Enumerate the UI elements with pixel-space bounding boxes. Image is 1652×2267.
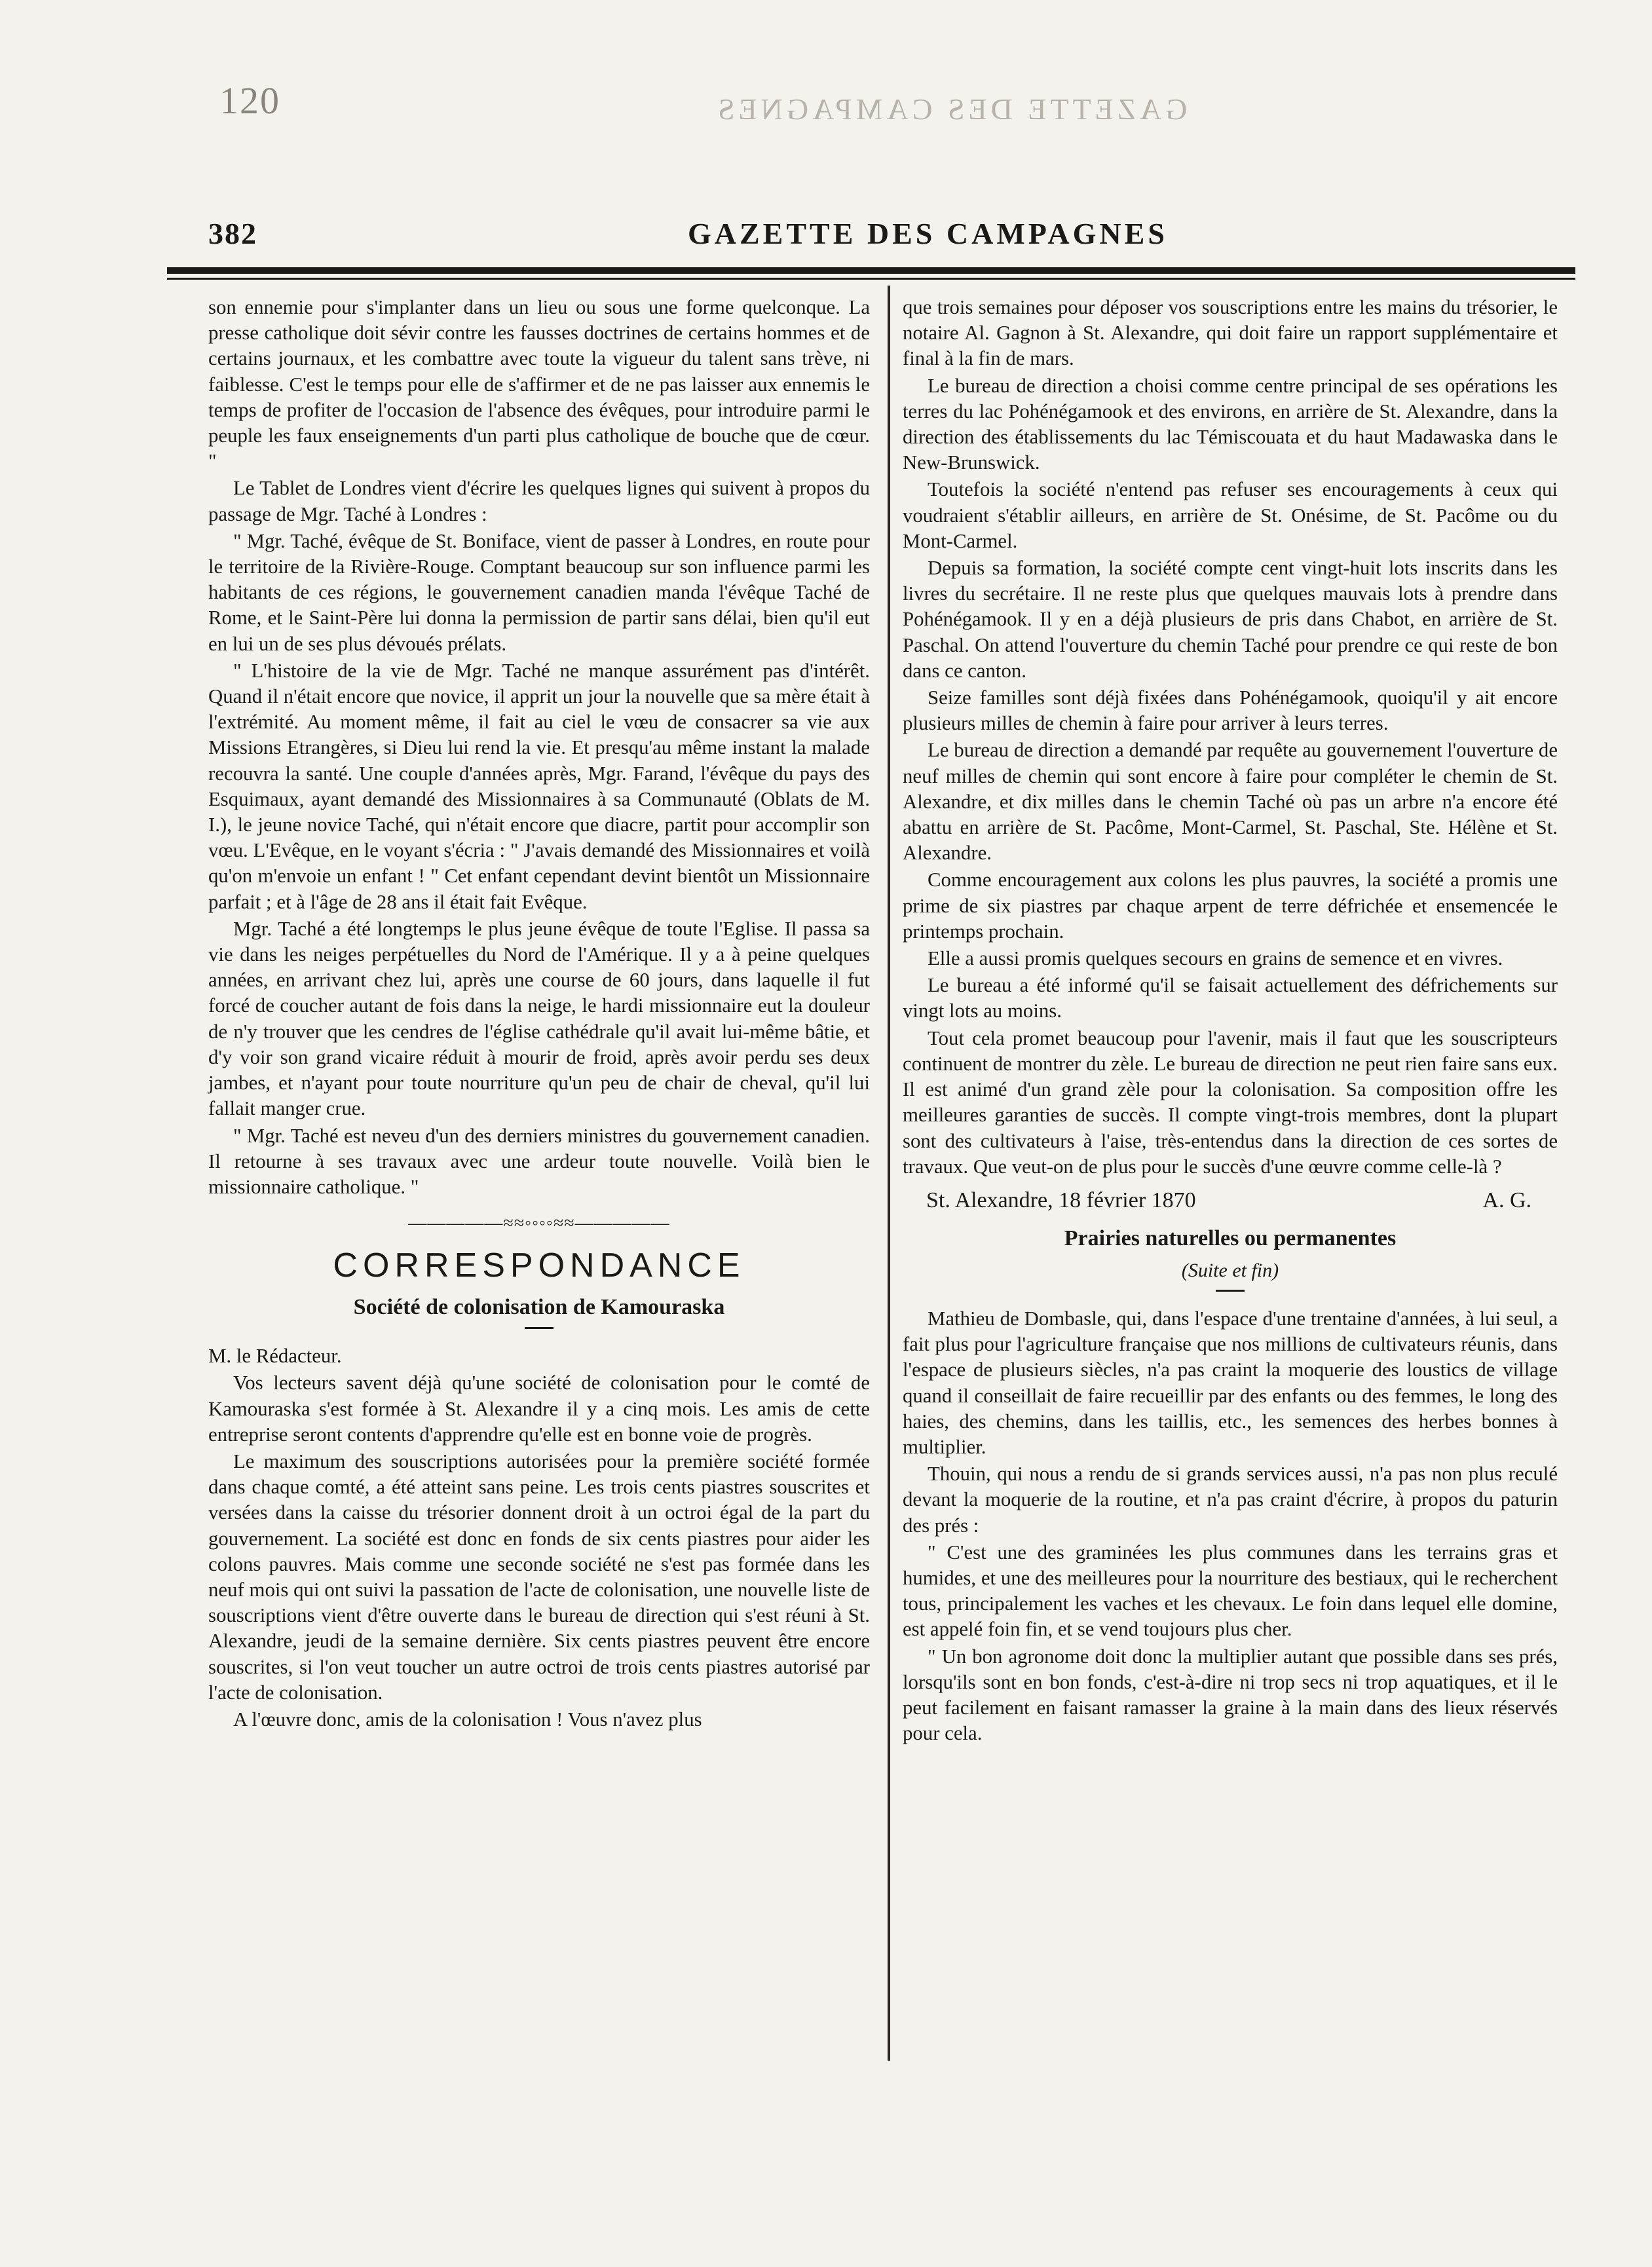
section-subtitle: Société de colonisation de Kamouraska — [353, 1295, 725, 1320]
right-column — [903, 295, 1558, 1748]
page-number: 382 — [208, 217, 257, 250]
right-para-5: Seize familles sont déjà fixées dans Pohénégamook, quoiqu'il y ait encore plusieurs milles de chemin à faire pour arriver à leurs terres. — [903, 686, 1558, 735]
bleed-through-masthead: GAZETTE DES CAMPAGNES — [714, 92, 1188, 126]
article-para-2: Thouin, qui nous a rendu de si grands services aussi, n'a pas non plus reculé devant la moquerie de la routine, et n'a pas craint d'écrire, à propos du paturin des prés : — [903, 1463, 1558, 1537]
article-para-1: Mathieu de Dombasle, qui, dans l'espace d'une trentaine d'années, à lui seul, a fait plus pour l'agriculture française que nos millions de cultivateurs réunis, dans l'espace de plusieurs siècles, n'a pas craint la moquerie des loustics de village quand il conseillait de faire recueillir par des enfants ou des femmes, le long des haies, des chemins, dans les taillis, etc., les semences des herbes bonnes à multiplier. — [903, 1307, 1558, 1458]
right-para-3: Toutefois la société n'entend pas refuser ses encouragements à ceux qui voudraient s'établir ailleurs, en arrière de St. Onésime, de St. Pacôme ou du Mont-Carmel. — [903, 478, 1558, 552]
column-divider — [888, 286, 890, 2061]
left-para-6: " Mgr. Taché est neveu d'un des derniers ministres du gouvernement canadien. Il retourne à ses travaux avec une ardeur toute nouvelle. Voilà bien le missionnaire catholique. " — [208, 1124, 870, 1198]
article-para-3: " C'est une des graminées les plus communes dans les terrains gras et humides, et une des meilleures pour la nourriture des bestiaux, qui le recherchent tous, principalement les vaches et les chevaux. Le foin dans lequel elle domine, est appelé foin fin, et se vend toujours plus cher. — [903, 1541, 1558, 1641]
left-para-2: Le Tablet de Londres vient d'écrire les quelques lignes qui suivent à propos du passage de Mgr. Taché à Londres : — [208, 477, 870, 525]
section-title: CORRESPONDANCE — [333, 1246, 745, 1285]
right-para-8: Elle a aussi promis quelques secours en grains de semence et en vivres. — [928, 947, 1503, 970]
left-para-5: Mgr. Taché a été longtemps le plus jeune évêque de toute l'Eglise. Il passa sa vie dans les neiges perpétuelles du Nord de l'Amérique. Il y a à peine quelques années, en arrivant chez lui, après une course de 60 jours, dans laquelle il fut forcé de coucher autant de fois dans la neige, le hardi missionnaire eut la douleur de n'y trouver que les cendres de l'église cathédrale qu'il avait lui-même bâtie, et d'y voir son grand vicaire réduit à mourir de froid, après avoir perdu ses deux jambes, et n'ayant pour toute nourriture qu'un peu de chair de cheval, qu'il lui fallait manger crue. — [208, 917, 870, 1120]
right-para-1: que trois semaines pour déposer vos souscriptions entre les mains du trésorier, le notaire Al. Gagnon à St. Alexandre, qui doit faire un rapport supplémentaire et final à la fin de mars. — [903, 296, 1558, 370]
left-para-4: " L'histoire de la vie de Mgr. Taché ne manque assurément pas d'intérêt. Quand il n'était encore que novice, il apprit un jour la nouvelle que sa mère était à l'extrémité. Au moment même, il fait au ciel le vœu de consacrer sa vie aux Missions Etrangères, si Dieu lui rend la vie. Et presqu'au même instant la malade recouvra la santé. Une couple d'années après, Mgr. Farand, l'évêque du pays des Esquimaux, ayant demandé des Missionnaires à sa Communauté (Oblats de M. I.), le jeune novice Taché, qui n'était encore que diacre, partit pour accomplir son vœu. L'Evêque, en le voyant s'écria : " J'avais demandé des Missionnaires et voilà qu'on m'envoie un enfant ! " Cet enfant cependant devint bientôt un Missionnaire parfait ; et à l'âge de 28 ans il était fait Evêque. — [208, 659, 870, 913]
subtitle-dash — [525, 1327, 554, 1329]
right-para-9: Le bureau a été informé qu'il se faisait actuellement des défrichements sur vingt lots au moins. — [903, 974, 1558, 1022]
letter-salutation: M. le Rédacteur. — [208, 1345, 342, 1368]
article-subtitle: (Suite et fin) — [1181, 1259, 1279, 1281]
signature-initials: A. G. — [1482, 1188, 1531, 1212]
letter-para-2: Le maximum des souscriptions autorisées pour la première société formée dans chaque comté, a été atteint sans peine. Les trois cents piastres souscrites et versées dans la caisse du trésorier donnent droit à un octroi égal de la part du gouvernement. La société est donc en fonds de six cents piastres pour aider les colons pauvres. Mais comme une seconde société ne s'est pas formée dans les neuf mois qui ont suivi la passation de l'acte de colonisation, une nouvelle liste de souscriptions vient d'être ouverte dans le bureau de direction qui s'est réuni à St. Alexandre, jeudi de la semaine dernière. Six cents piastres peuvent être encore souscrites, si l'on veut toucher un autre octroi de trois cents piastres autorisé par l'acte de colonisation. — [208, 1450, 870, 1704]
right-para-6: Le bureau de direction a demandé par requête au gouvernement l'ouverture de neuf milles de chemin qui sont encore à faire pour compléter le chemin de St. Alexandre, et dix milles dans le chemin Taché où pas un arbre n'a encore été abattu en arrière de St. Pacôme, Mont-Carmel, St. Paschal, Ste. Hélène et St. Alexandre. — [903, 739, 1558, 865]
signature-place-date: St. Alexandre, 18 février 1870 — [926, 1188, 1196, 1212]
right-para-2: Le bureau de direction a choisi comme centre principal de ses opérations les terres du lac Pohénégamook et des environs, en arrière de St. Alexandre, dans la direction des établissements du lac Témiscouata et du haut Madawaska dans le New-Brunswick. — [903, 374, 1558, 474]
left-para-1: son ennemie pour s'implanter dans un lieu ou sous une forme quelconque. La presse catholique doit sévir contre les fausses doctrines de certains hommes et de certains journaux, et les combattre avec toute la vigueur du talent sans trève, ni faiblesse. C'est le temps pour elle de s'affirmer et de ne pas laisser aux ennemis le temps de profiter de l'occasion de l'absence des évêques, pour introduire parmi le peuple les faux enseignements d'un parti plus catholique de bouche que de cœur. " — [208, 296, 870, 473]
article-dash — [1216, 1290, 1245, 1292]
letter-signature — [903, 1184, 1558, 1215]
section-ornament: —————≈≈◦◦◦◦≈≈————— — [408, 1213, 670, 1234]
article-title: Prairies naturelles ou permanentes — [1064, 1226, 1397, 1250]
bleed-page-number: 120 — [219, 79, 280, 122]
letter-para-3: A l'œuvre donc, amis de la colonisation ! Vous n'avez plus — [233, 1708, 702, 1731]
masthead-title: GAZETTE DES CAMPAGNES — [688, 217, 1168, 250]
letter-para-1: Vos lecteurs savent déjà qu'une société de colonisation pour le comté de Kamouraska s'est formée à St. Alexandre il y a cinq mois. Les amis de cette entreprise seront contents d'apprendre qu'elle est en bonne voie de progrès. — [208, 1372, 870, 1446]
right-para-4: Depuis sa formation, la société compte cent vingt-huit lots inscrits dans les livres du secrétaire. Il ne reste plus que quelques mauvais lots à prendre dans Pohénégamook. Il y en a déjà plusieurs de pris dans Chabot, en arrière de St. Paschal. On attend l'ouverture du chemin Taché pour prendre ce qui reste de bon dans ce canton. — [903, 557, 1558, 682]
masthead-rule-thin — [167, 278, 1575, 280]
article-para-4: " Un bon agronome doit donc la multiplier autant que possible dans ses prés, lorsqu'ils sont en bon fonds, c'est-à-dire ni trop secs ni trop aquatiques, et il le peut facilement en faisant ramasser la graine à la main dans des lieux réservés pour cela. — [903, 1645, 1558, 1745]
masthead-rule-thick — [167, 267, 1575, 274]
right-para-7: Comme encouragement aux colons les plus pauvres, la société a promis une prime de six piastres par chaque arpent de terre défrichée et ensemencée le printemps prochain. — [903, 869, 1558, 943]
left-column — [208, 295, 870, 1734]
left-para-3: " Mgr. Taché, évêque de St. Boniface, vient de passer à Londres, en route pour le territoire de la Rivière-Rouge. Comptant beaucoup sur son influence parmi les habitants de ces régions, le gouvernement canadien manda l'évêque Taché de Rome, et le Saint-Père lui donna la permission de partir sans délai, bien qu'il eut en lui un de ses plus dévoués prélats. — [208, 529, 870, 655]
right-para-10: Tout cela promet beaucoup pour l'avenir, mais il faut que les souscripteurs continuent de montrer du zèle. Le bureau de direction ne peut rien faire sans eux. Il est animé d'un grand zèle pour la colonisation. Sa composition offre les meilleures garanties de succès. Il compte vingt-trois membres, dont la plupart sont des cultivateurs à l'aise, très-entendus dans la direction de ces sortes de travaux. Que veut-on de plus pour le succès d'une œuvre comme celle-là ? — [903, 1026, 1558, 1178]
